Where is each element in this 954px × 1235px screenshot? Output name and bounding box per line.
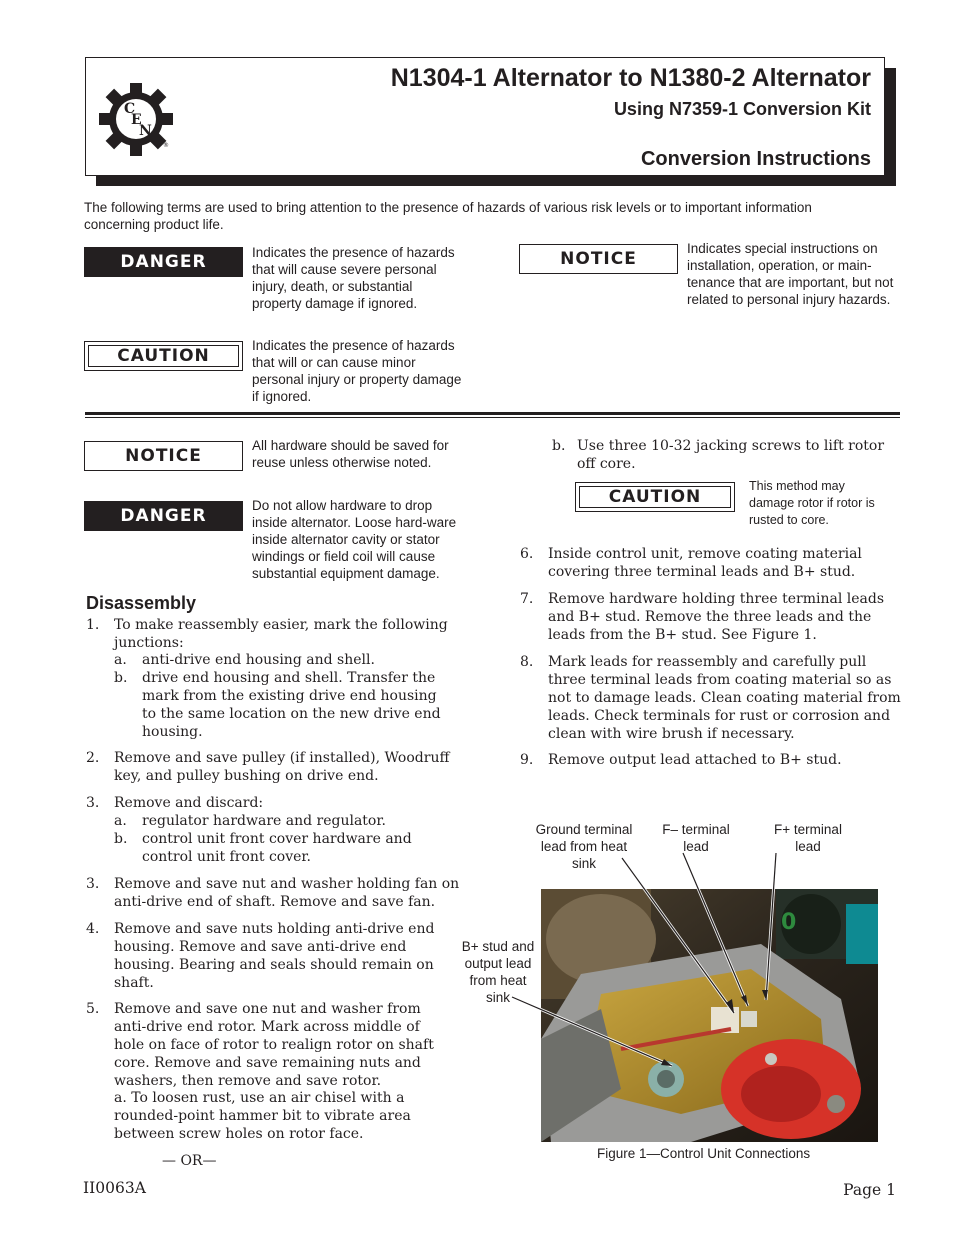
steps-right: 6. Inside control unit, remove coating material covering three terminal leads and B+ stud. 7. Remove hardware holding three terminal leads and B+ stud. Remove the three leads and the leads from the B+ stud. See Figure 1. 8. Mark leads for reassembly and carefully pull three terminal leads from coating material so as not to damage leads. Clean coating material from leads. Check terminals for rust or corrosion and clean with wire brush if necessary. 9. Remove output lead attached to B+ stud. <box>520 546 901 768</box>
document-type: Conversion Instructions <box>640 148 871 170</box>
callout-ground-terminal: Ground terminal lead from heat sink <box>535 822 633 871</box>
caution-definition: Indicates the presence of hazards that will or can cause minor personal injury or property damage if ignored. <box>252 338 462 404</box>
callout-b-plus-stud: B+ stud and output lead from heat sink <box>461 939 535 1005</box>
intro-paragraph: The following terms are used to bring attention to the presence of hazards of various risk levels or to important information concerning product life. <box>84 200 812 232</box>
notice-note-text: All hardware should be saved for reuse unless otherwise noted. <box>252 438 449 470</box>
notice-label: NOTICE <box>519 244 678 274</box>
divider-rule <box>85 412 900 415</box>
svg-text:C: C <box>124 101 136 117</box>
document-number: II0063A <box>83 1179 146 1197</box>
page-subtitle: Using N7359-1 Conversion Kit <box>613 99 871 119</box>
page-number: Page 1 <box>843 1181 896 1199</box>
callout-f-plus: F+ terminal lead <box>774 822 842 854</box>
section-heading: Disassembly <box>86 593 197 613</box>
caution-note-label: CAUTION <box>575 482 735 512</box>
steps-left: 1. To make reassembly easier, mark the following junctions: a. anti-drive end housing and shell. b. drive end housing and shell. Transfer the mark from the existing drive end housing to the same location on the new drive end housing. 2. Remove and save pulley (if installed), Woodruff key, and pulley bushing on drive end. 3. Remove and discard: a. regulator hardware and regulator. b. control unit front cover hardware and control unit front cover. 3. Remove and save nut and washer holding fan on anti-drive end of shaft. Remove and save fan. 4. Remove and save nuts holding anti-drive end housing. Remove and save anti-drive end housing. Bearing and seals should remain on shaft. 5. Remove and save one nut and washer from anti-drive end rotor. Mark across middle of hole on face of rotor to realign rotor on shaft core. Remove and save remaining nuts and washers, then remove and save rotor. a. To loosen rust, use an air chisel with a rounded-point hammer bit to vibrate area between screw holes on rotor face. — OR— <box>86 617 460 1169</box>
callout-f-minus: F– terminal lead <box>662 822 730 854</box>
or-separator: — OR— <box>162 1153 217 1169</box>
divider-rule-thin <box>85 417 900 418</box>
cen-logo <box>97 83 177 163</box>
caution-label: CAUTION <box>84 341 243 371</box>
step-5a: a. To loosen rust, use an air chisel with a rounded-point hammer bit to vibrate area between screw holes on rotor face. <box>114 1090 411 1142</box>
notice-note-label: NOTICE <box>84 441 243 471</box>
danger-note-label: DANGER <box>84 501 243 531</box>
danger-definition: Indicates the presence of hazards that will cause severe personal injury, death, or substantial property damage if ignored. <box>252 245 455 311</box>
figure-caption: Figure 1—Control Unit Connections <box>597 1146 811 1161</box>
danger-note-text: Do not allow hardware to drop inside alternator. Loose hard-ware inside alternator cavity or stator windings or field coil will cause substantial equipment damage. <box>252 498 457 581</box>
svg-text:N: N <box>139 123 152 139</box>
notice-definition: Indicates special instructions on installation, operation, or main-tenance that are important, but not related to personal injury hazards. <box>687 241 894 307</box>
control-unit-photo <box>541 889 878 1142</box>
danger-label: DANGER <box>84 247 243 277</box>
svg-text:0: 0 <box>781 910 797 935</box>
caution-note-text: This method may damage rotor if rotor is rusted to core. <box>749 479 875 527</box>
page-title: N1304-1 Alternator to N1380-2 Alternator <box>390 64 871 92</box>
svg-text:E: E <box>131 112 142 128</box>
svg-text:®: ® <box>163 142 169 149</box>
